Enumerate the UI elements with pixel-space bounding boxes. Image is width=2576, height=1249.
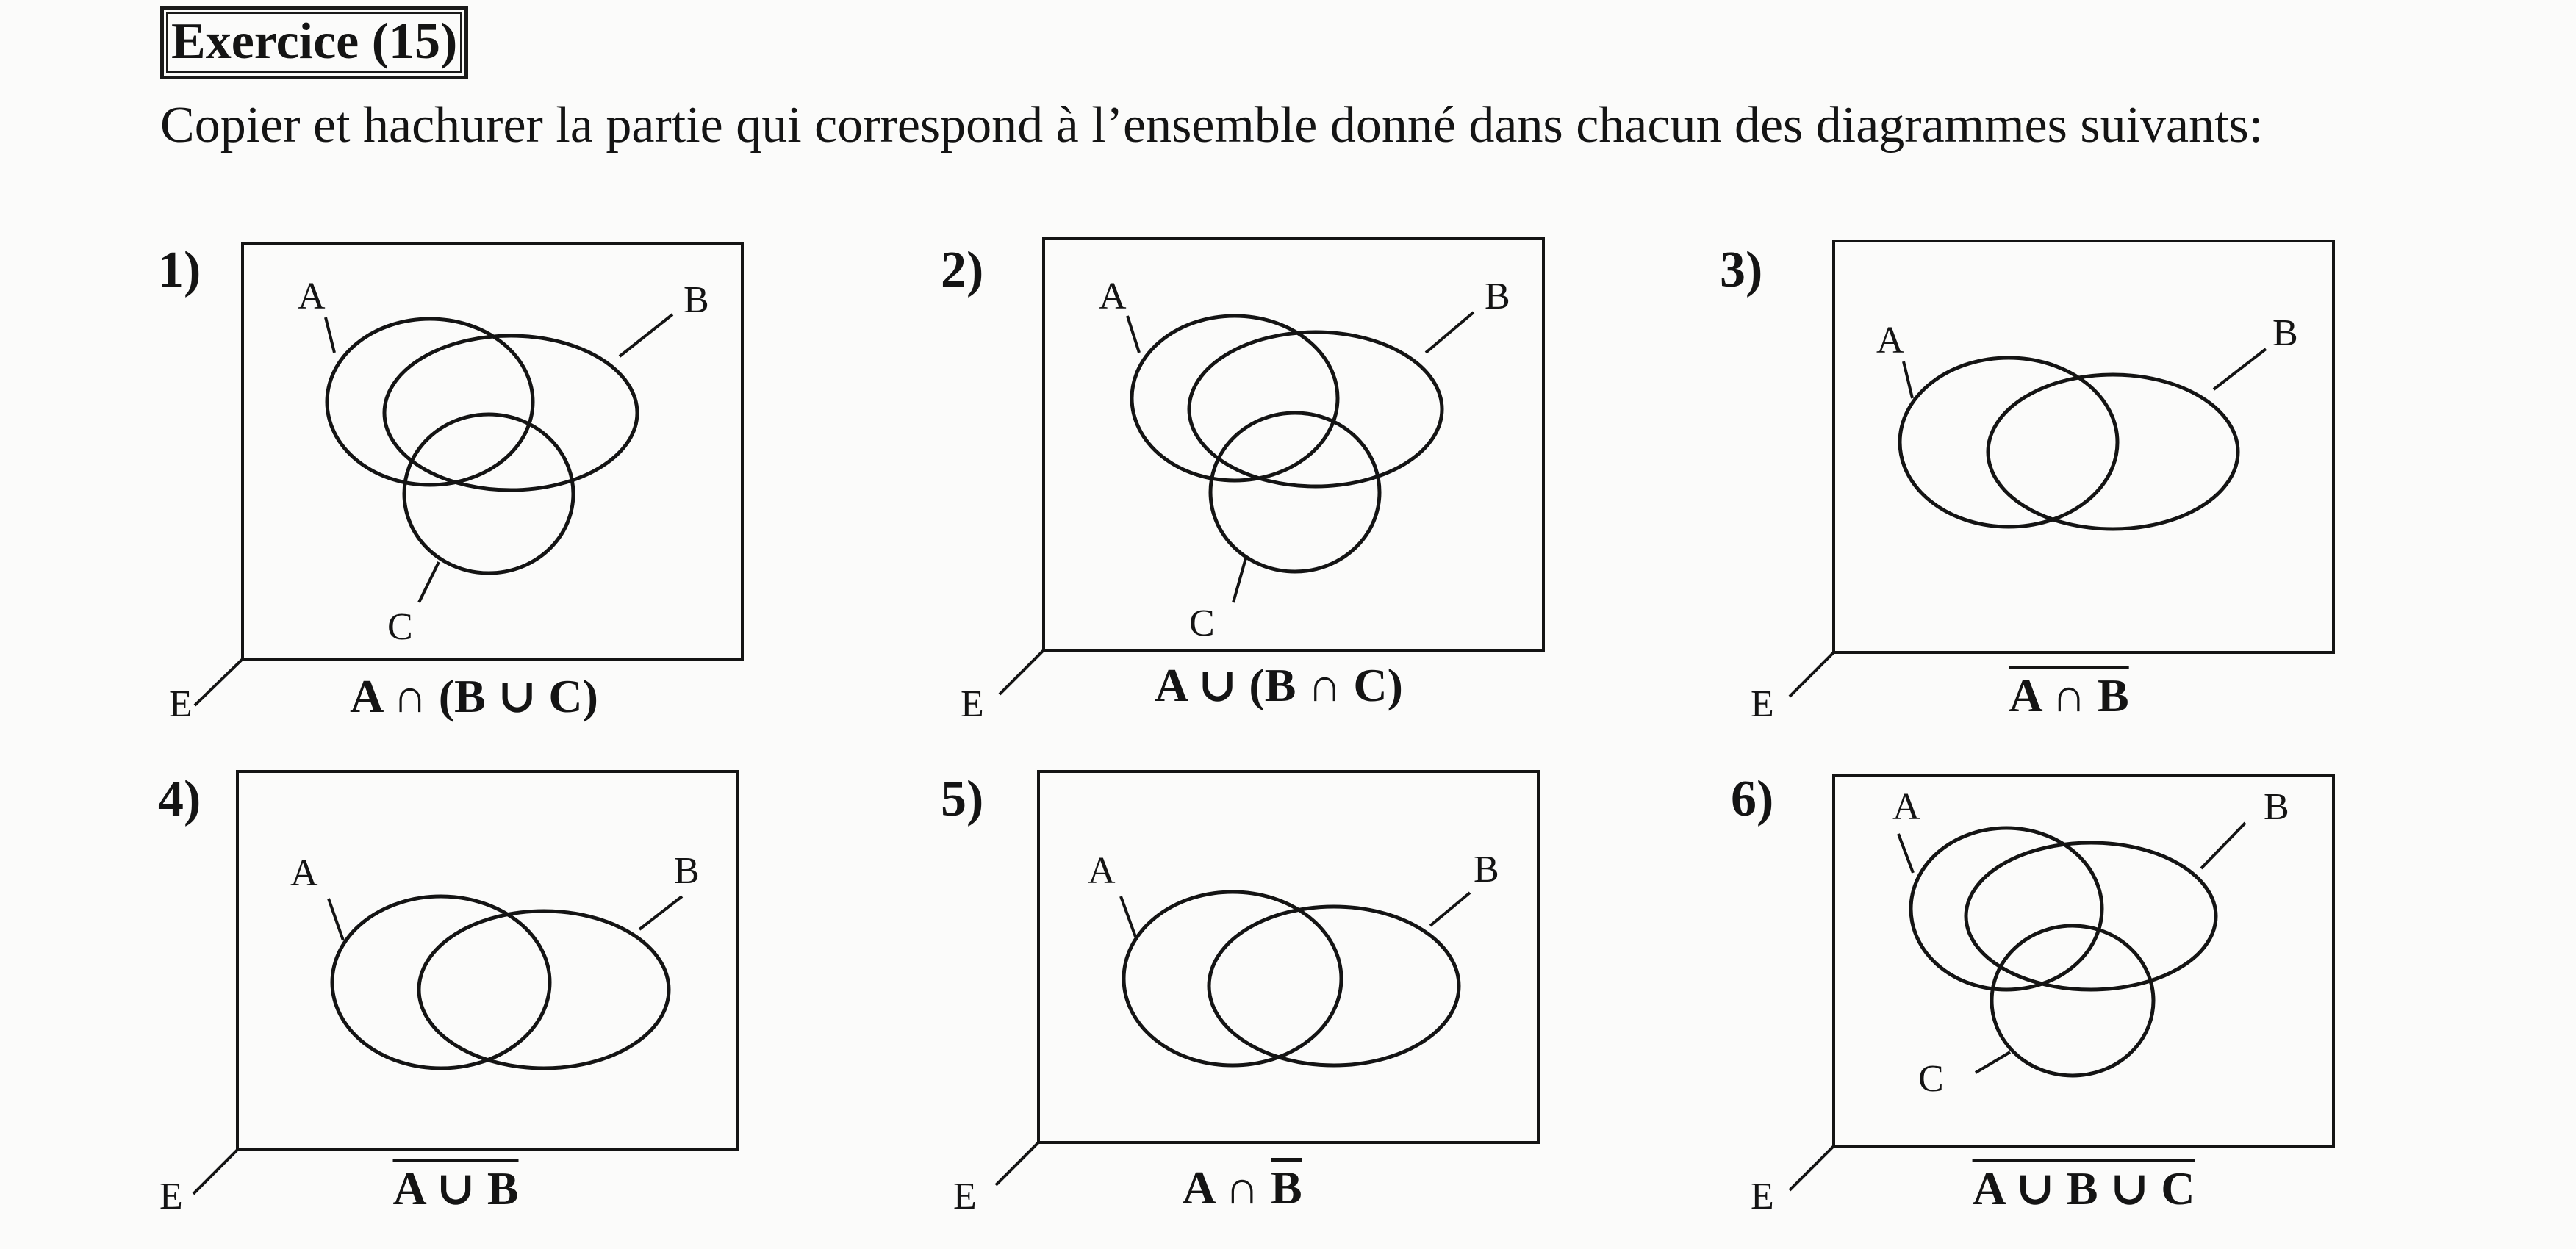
venn-diagram-4 (158, 764, 893, 1249)
set-c-circle (1992, 926, 2153, 1076)
set-a-circle (1124, 892, 1341, 1065)
set-formula: A ∪ (B ∩ C) (1155, 659, 1403, 711)
set-c-label: C (387, 606, 413, 648)
set-formula: A ∩ (B ∪ C) (350, 670, 598, 722)
universe-label: E (953, 1176, 977, 1217)
set-b-label: B (2272, 312, 2298, 354)
set-formula: A ∩ B (2009, 669, 2129, 721)
set-b-circle (384, 336, 637, 490)
set-a-circle (1911, 828, 2102, 990)
set-a-label: A (298, 276, 326, 317)
set-c-label: C (1918, 1058, 1944, 1100)
set-b-label: B (2264, 786, 2289, 828)
set-c-label: C (1189, 602, 1215, 644)
venn-figure-1 (158, 235, 893, 725)
diagram-number: 5) (941, 771, 984, 827)
set-a-label: A (1876, 320, 1904, 361)
set-b-circle (1209, 907, 1459, 1065)
set-a-circle (1132, 316, 1338, 480)
exercise-title: Exercice (15) (160, 6, 468, 79)
set-a-label: A (290, 852, 318, 894)
diagram-number: 1) (158, 242, 201, 298)
venn-diagram-3 (1720, 235, 2455, 725)
set-c-circle (404, 414, 573, 573)
set-formula: A ∩ $\overline{B}$ (1182, 1162, 1302, 1214)
universe-label: E (1751, 683, 1774, 725)
venn-diagram-6 (1731, 764, 2466, 1249)
set-b-circle (1966, 843, 2216, 990)
venn-diagram-5 (941, 764, 1676, 1249)
set-b-circle (419, 911, 669, 1068)
universe-label: E (961, 683, 984, 725)
set-a-label: A (1892, 786, 1920, 828)
set-b-circle (1189, 332, 1442, 486)
set-a-circle (327, 319, 533, 485)
venn-figure-3 (1720, 235, 2455, 725)
universe-label: E (1751, 1176, 1774, 1217)
set-b-label: B (684, 279, 709, 321)
set-b-label: B (674, 850, 700, 892)
set-formula: A ∪ B (392, 1162, 519, 1214)
set-a-label: A (1099, 276, 1127, 317)
universe-label: E (159, 1176, 183, 1217)
venn-diagram-1 (158, 235, 893, 725)
universe-label: E (169, 683, 193, 725)
set-formula: A ∪ B ∪ C (1972, 1162, 2195, 1214)
set-b-label: B (1485, 276, 1510, 317)
venn-figure-2 (941, 235, 1676, 725)
set-b-label: B (1474, 849, 1499, 890)
venn-diagram-2 (941, 235, 1676, 725)
set-b-circle (1988, 375, 2238, 529)
diagram-number: 3) (1720, 242, 1763, 298)
diagram-number: 4) (158, 771, 201, 827)
set-a-circle (1900, 358, 2117, 527)
set-c-circle (1210, 413, 1380, 572)
set-a-label: A (1088, 850, 1116, 892)
diagram-number: 2) (941, 242, 984, 298)
instruction-text: Copier et hachurer la partie qui correspond à l’ensemble donné dans chacun des diagrammes suivants: (160, 97, 2264, 154)
set-a-circle (332, 896, 550, 1068)
diagram-number: 6) (1731, 771, 1774, 827)
